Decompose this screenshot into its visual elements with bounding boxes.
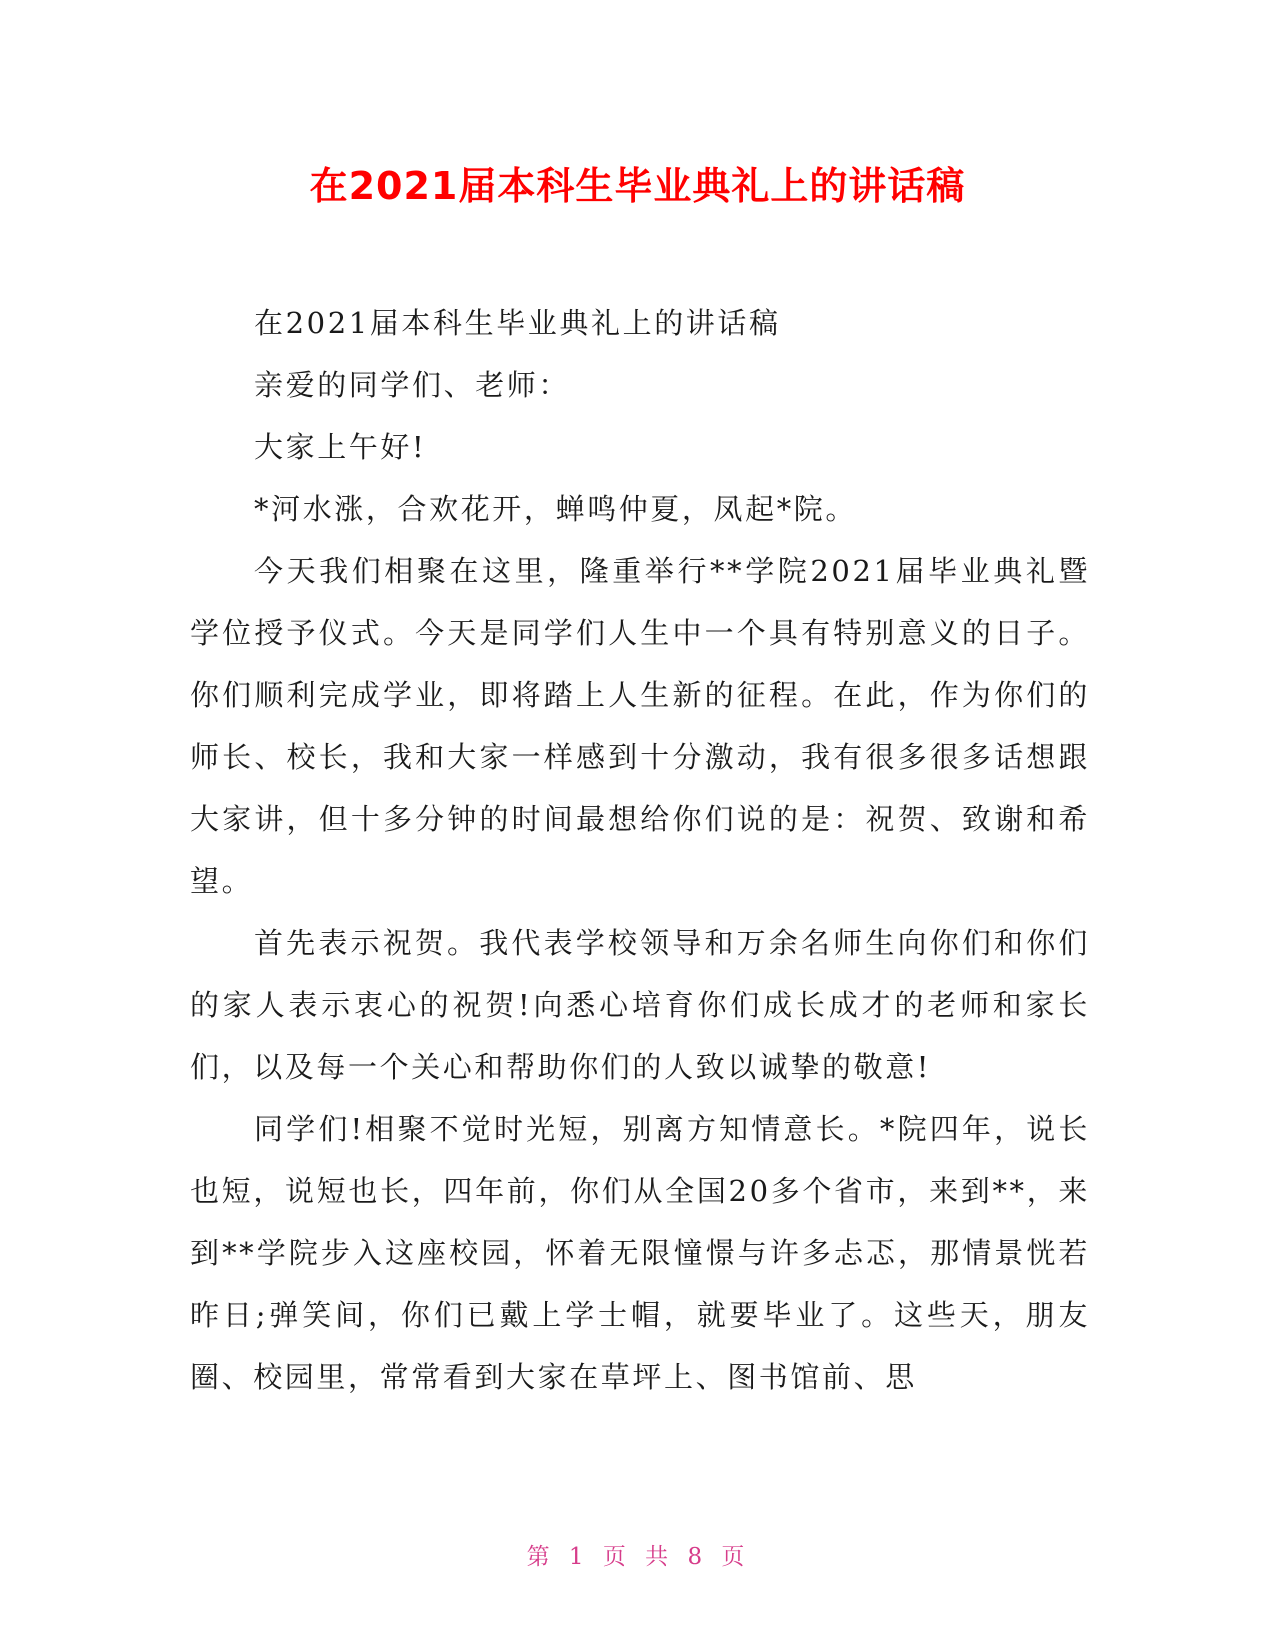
page-footer: [0, 1538, 1275, 1571]
paragraph: 大家上午好!: [254, 430, 427, 464]
paragraph: 同学们!相聚不觉时光短，别离方知情意长。*院四年，说长也短，说短也长，四年前，你们从全国20多个省市，来到**，来到**学院步入这座校园，怀着无限憧憬与许多忐忑，那情景恍若昨日;弹笑间，你们已戴上学士帽，就要毕业了。这些天，朋友圈、校园里，常常看到大家在草坪上、图书馆前、思: [190, 1112, 1090, 1394]
footer-page-word: 页: [602, 1544, 630, 1570]
footer-suffix: 页: [721, 1544, 749, 1570]
footer-prefix: 第: [526, 1544, 554, 1570]
footer-total-prefix: 共: [645, 1544, 673, 1570]
paragraph: *河水涨，合欢花开，蝉鸣仲夏，凤起*院。: [254, 492, 858, 526]
footer-total-pages: 8: [687, 1544, 707, 1570]
paragraph: 首先表示祝贺。我代表学校领导和万余名师生向你们和你们的家人表示衷心的祝贺!向悉心培育你们成长成才的老师和家长们，以及每一个关心和帮助你们的人致以诚挚的敬意!: [190, 926, 1090, 1084]
document-title: 在2021届本科生毕业典礼上的讲话稿: [309, 164, 966, 208]
document-body: [190, 292, 1090, 1408]
footer-current-page: 1: [568, 1544, 588, 1570]
paragraph: 在2021届本科生毕业典礼上的讲话稿: [254, 306, 781, 340]
paragraph: 今天我们相聚在这里，隆重举行**学院2021届毕业典礼暨学位授予仪式。今天是同学们人生中一个具有特别意义的日子。你们顺利完成学业，即将踏上人生新的征程。在此，作为你们的师长、校长，我和大家一样感到十分激动，我有很多很多话想跟大家讲，但十多分钟的时间最想给你们说的是：祝贺、致谢和希望。: [190, 554, 1090, 898]
paragraph: 亲爱的同学们、老师：: [254, 368, 571, 402]
